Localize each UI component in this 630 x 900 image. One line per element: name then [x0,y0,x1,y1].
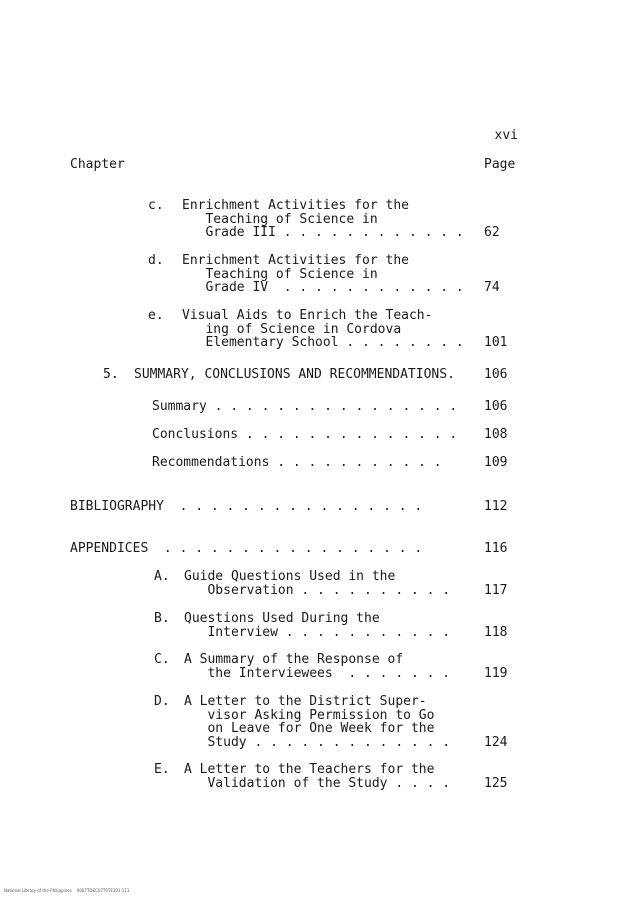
toc-entry-label: d. [148,253,164,268]
toc-entry-title: on Leave for One Week for the [184,721,435,736]
toc-entry-label: 5. [103,367,119,382]
toc-entry-title: Questions Used During the [184,611,380,626]
toc-entry-title: Enrichment Activities for the [182,253,409,268]
toc-entry-title: A Summary of the Response of [184,652,404,667]
toc-entry-title: Conclusions . . . . . . . . . . . . . . [152,427,458,442]
toc-entry-title: SUMMARY, CONCLUSIONS AND RECOMMENDATIONS. [134,367,455,382]
page-number: xvi [494,128,518,143]
toc-entry-title: Study . . . . . . . . . . . . . [184,734,451,750]
toc-entry-title: A Letter to the District Super- [184,694,427,709]
toc-entry-title: Enrichment Activities for the [182,198,409,213]
toc-entry-title: Elementary School . . . . . . . . [182,335,464,350]
toc-entry-page: 119 [484,665,508,681]
toc-entry-page: 106 [484,399,508,414]
toc-entry-title: Recommendations . . . . . . . . . . . [152,455,442,470]
toc-entry-title: Guide Questions Used in the [184,569,396,584]
toc-entry-page: 106 [484,367,508,382]
toc-entry-title: the Interviewees . . . . . . . [184,665,451,681]
toc-entry-page: 117 [484,582,508,598]
toc-entry-label: A. [154,569,170,584]
footer-stamp: National Library of the Philippines 0007TDEC07T0TE101 111 [4,888,130,893]
toc-entry-page: 74 [484,280,500,295]
toc-entry-page: 125 [484,775,508,791]
toc-entry-title: Teaching of Science in [182,211,378,227]
toc-entry-page: 116 [484,541,508,556]
toc-entry-title: A Letter to the Teachers for the [184,762,435,777]
toc-entry-page: 109 [484,455,508,470]
toc-entry-title: Summary . . . . . . . . . . . . . . . . [152,399,458,414]
toc-entry-label: D. [154,694,170,709]
toc-entry-label: c. [148,198,164,213]
toc-entry-page: 124 [484,734,508,750]
toc-entry-label: C. [154,652,170,667]
toc-entry-label: e. [148,308,164,323]
toc-entry-title: APPENDICES . . . . . . . . . . . . . . . . . [70,541,423,556]
toc-entry-title: ing of Science in Cordova [182,321,402,337]
toc-entry-page: 112 [484,499,508,514]
toc-entry-title: Visual Aids to Enrich the Teach- [182,308,433,323]
toc-entry-title: Interview . . . . . . . . . . . [184,624,451,640]
toc-entry-page: 118 [484,624,508,640]
toc-entry-title: Teaching of Science in [182,266,378,282]
toc-entry-label: B. [154,611,170,626]
chapter-heading: Chapter [70,157,125,172]
toc-entry-page: 101 [484,335,508,350]
toc-entry-title: Validation of the Study . . . . [184,775,451,791]
toc-entry-title: Grade III . . . . . . . . . . . . [182,225,464,240]
toc-entry-page: 108 [484,427,508,442]
toc-entry-title: visor Asking Permission to Go [184,707,435,723]
toc-entry-page: 62 [484,225,500,240]
toc-entry-title: Observation . . . . . . . . . . [184,582,451,598]
page-heading: Page [484,157,516,172]
toc-entry-label: E. [154,762,170,777]
toc-entry-title: BIBLIOGRAPHY . . . . . . . . . . . . . . . . [70,499,423,514]
toc-entry-title: Grade IV . . . . . . . . . . . . [182,280,464,295]
